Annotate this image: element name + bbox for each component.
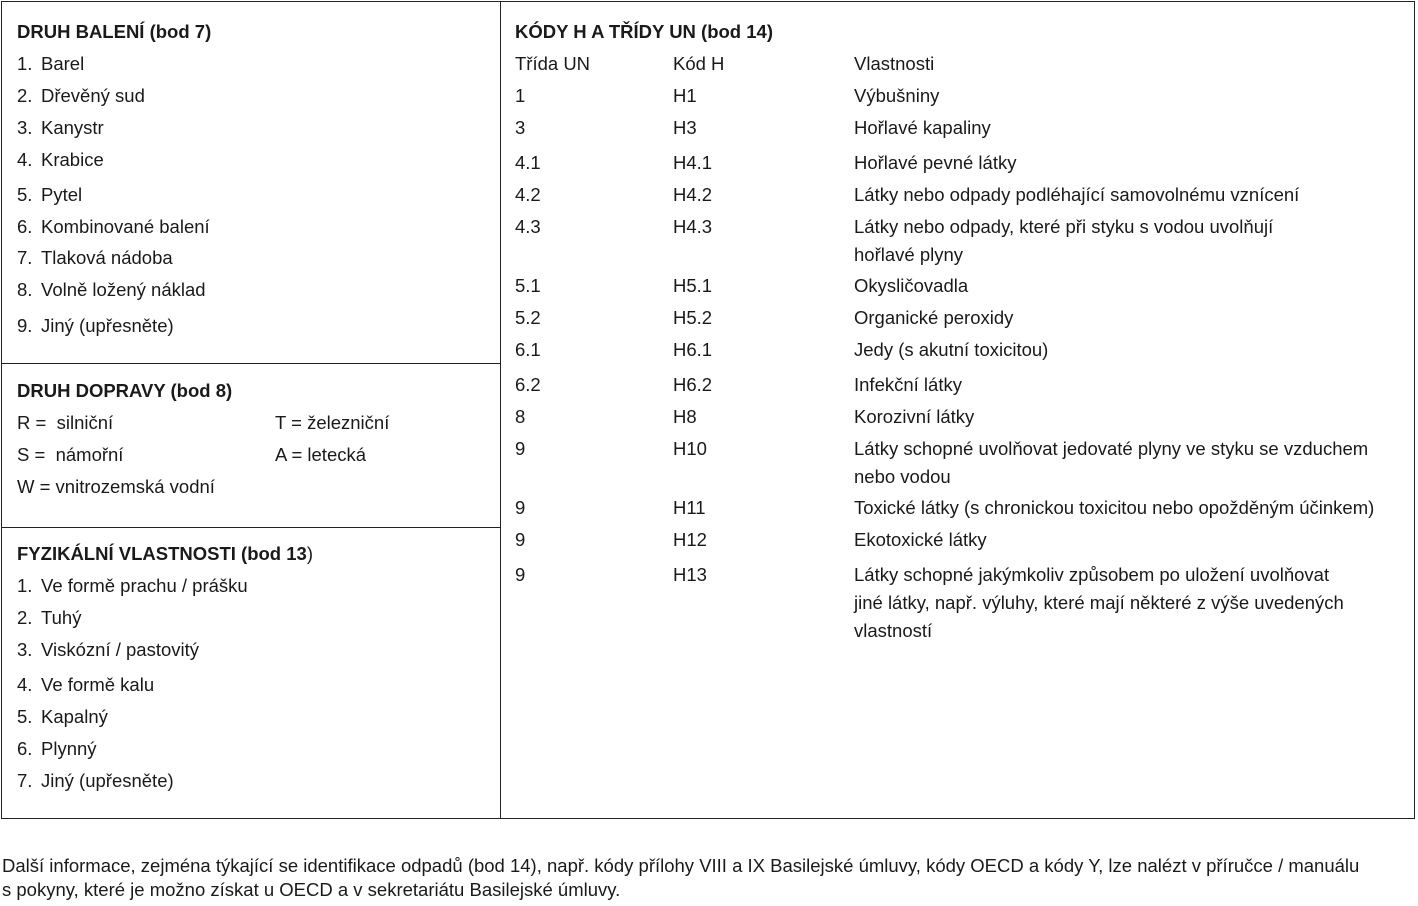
footer-line: Další informace, zejména týkající se identifikace odpadů (bod 14), např. kódy přílohy VIII a IX Basilejské úmluvy, kódy OECD a kódy Y, lze nalézt v příručce / manuálu (2, 855, 1360, 876)
transport-item-a (275, 444, 366, 466)
packaging-item (17, 279, 206, 301)
packaging-item-number: 3. (17, 117, 33, 138)
hcode-row-h-code: H4.3 (673, 216, 713, 237)
physical-heading (17, 543, 313, 565)
physical-item (17, 575, 248, 597)
packaging-item-label: Jiný (upřesněte) (41, 315, 174, 336)
hcode-row-un-class: 4.2 (515, 184, 541, 205)
col-header-un: Třída UN (515, 53, 591, 74)
physical-item-label: Ve formě kalu (41, 674, 155, 695)
transport-code: A = (275, 444, 303, 465)
physical-item (17, 770, 174, 792)
hcode-row-un-class: 4.1 (515, 152, 541, 173)
hcode-row-property (854, 272, 968, 300)
section-divider-transport (2, 363, 500, 364)
hcode-property-line: Látky schopné uvolňovat jedovaté plyny ve styku se vzduchem (854, 438, 1369, 459)
physical-item (17, 674, 154, 696)
physical-item (17, 607, 81, 629)
footer-note (2, 854, 1418, 902)
hcode-property-line: Hořlavé kapaliny (854, 117, 991, 138)
transport-item-r (17, 412, 113, 434)
hcode-property-line: Okysličovadla (854, 275, 969, 296)
transport-label: železniční (307, 412, 390, 433)
hcode-row-property (854, 561, 1344, 645)
hcode-row-un-class: 9 (515, 529, 526, 550)
hcode-row-property (854, 82, 939, 110)
packaging-item-number: 4. (17, 149, 33, 170)
hcode-row-h-code: H5.2 (673, 307, 713, 328)
transport-item-s (17, 444, 123, 466)
transport-code: W = (17, 476, 51, 497)
packaging-item (17, 216, 210, 238)
hcode-row-h-code: H11 (673, 497, 706, 518)
transport-code: T = (275, 412, 302, 433)
packaging-item-label: Volně ložený náklad (41, 279, 206, 300)
hcode-property-line: jiné látky, např. výluhy, které mají některé z výše uvedených (854, 592, 1344, 613)
transport-label: vnitrozemská vodní (55, 476, 215, 497)
hcode-property-line: Toxické látky (s chronickou toxicitou nebo opožděným účinkem) (854, 497, 1375, 518)
hcode-row-h-code: H4.1 (673, 152, 713, 173)
footer-line: s pokyny, které je možno získat u OECD a v sekretariátu Basilejské úmluvy. (2, 879, 621, 900)
packaging-item-number: 5. (17, 184, 33, 205)
hcode-property-line: hořlavé plyny (854, 244, 964, 265)
hcode-row-h-code: H1 (673, 85, 697, 106)
physical-heading-tail: ) (306, 543, 314, 564)
hcode-row-h-code: H5.1 (673, 275, 713, 296)
transport-code: S = (17, 444, 46, 465)
physical-item-number: 6. (17, 738, 33, 759)
packaging-item (17, 184, 82, 206)
hcode-row-un-class: 3 (515, 117, 526, 138)
transport-item-w (17, 476, 215, 498)
physical-item (17, 706, 108, 728)
hcode-row-un-class: 6.1 (515, 339, 541, 360)
packaging-item (17, 53, 84, 75)
packaging-item-number: 1. (17, 53, 33, 74)
hcode-row-property (854, 149, 1016, 177)
hcode-row-un-class: 9 (515, 497, 526, 518)
physical-item-label: Jiný (upřesněte) (41, 770, 174, 791)
physical-item-number: 5. (17, 706, 33, 727)
hcode-row-un-class: 9 (515, 564, 526, 585)
hcode-row-property (854, 213, 1273, 269)
packaging-item (17, 117, 104, 139)
packaging-item-number: 7. (17, 247, 33, 268)
hcode-property-line: Látky nebo odpady podléhající samovolnému vznícení (854, 184, 1300, 205)
hcode-row-un-class: 8 (515, 406, 526, 427)
packaging-item-label: Tlaková nádoba (41, 247, 173, 268)
packaging-item (17, 315, 174, 337)
hcode-row-h-code: H10 (673, 438, 707, 459)
transport-item-t (275, 412, 389, 434)
physical-item-number: 1. (17, 575, 33, 596)
packaging-item (17, 247, 173, 269)
hcode-row-un-class: 5.2 (515, 307, 541, 328)
hcode-row-property (854, 403, 974, 431)
transport-label: letecká (307, 444, 367, 465)
hcode-property-line: Výbušniny (854, 85, 940, 106)
hcode-property-line: Hořlavé pevné látky (854, 152, 1017, 173)
physical-heading-bold: FYZIKÁLNÍ VLASTNOSTI (bod 13 (17, 543, 307, 564)
physical-item-number: 3. (17, 639, 33, 660)
hcode-property-line: Látky schopné jakýmkoliv způsobem po uložení uvolňovat (854, 564, 1330, 585)
hcode-property-line: Korozivní látky (854, 406, 975, 427)
hcode-property-line: Organické peroxidy (854, 307, 1014, 328)
hcode-row-h-code: H8 (673, 406, 697, 427)
packaging-item-label: Krabice (41, 149, 104, 170)
physical-item-label: Kapalný (41, 706, 108, 727)
physical-item-number: 7. (17, 770, 33, 791)
column-divider (500, 2, 501, 818)
hcode-row-un-class: 6.2 (515, 374, 541, 395)
hcode-row-property (854, 526, 987, 554)
packaging-item-label: Pytel (41, 184, 83, 205)
physical-item (17, 738, 97, 760)
hcodes-heading: KÓDY H A TŘÍDY UN (bod 14) (515, 21, 773, 42)
packaging-item-number: 2. (17, 85, 33, 106)
physical-item (17, 639, 199, 661)
hcode-row-property (854, 181, 1299, 209)
hcode-row-h-code: H6.2 (673, 374, 713, 395)
hcode-row-h-code: H13 (673, 564, 707, 585)
hcode-property-line: Jedy (s akutní toxicitou) (854, 339, 1049, 360)
physical-item-label: Viskózní / pastovitý (41, 639, 200, 660)
hcode-row-un-class: 5.1 (515, 275, 541, 296)
physical-item-label: Plynný (41, 738, 97, 759)
transport-label: námořní (55, 444, 124, 465)
physical-item-label: Ve formě prachu / prášku (41, 575, 248, 596)
hcode-row-h-code: H12 (673, 529, 707, 550)
packaging-item-number: 6. (17, 216, 33, 237)
physical-item-label: Tuhý (41, 607, 82, 628)
col-header-h: Kód H (673, 53, 725, 74)
hcode-property-line: Ekotoxické látky (854, 529, 987, 550)
packaging-item-number: 8. (17, 279, 33, 300)
hcode-property-line: Infekční látky (854, 374, 962, 395)
hcode-row-h-code: H3 (673, 117, 697, 138)
transport-heading: DRUH DOPRAVY (bod 8) (17, 380, 233, 401)
hcode-row-property (854, 494, 1374, 522)
hcode-row-h-code: H6.1 (673, 339, 713, 360)
physical-item-number: 2. (17, 607, 33, 628)
hcode-row-property (854, 435, 1368, 491)
hcode-row-property (854, 371, 962, 399)
hcode-property-line: nebo vodou (854, 466, 951, 487)
transport-label: silniční (56, 412, 114, 433)
col-header-prop: Vlastnosti (854, 53, 935, 74)
hcode-row-property (854, 304, 1013, 332)
packaging-item-label: Kombinované balení (41, 216, 210, 237)
hcode-row-property (854, 336, 1048, 364)
packaging-item-number: 9. (17, 315, 33, 336)
hcode-row-h-code: H4.2 (673, 184, 713, 205)
packaging-item-label: Kanystr (41, 117, 104, 138)
section-divider-physical (2, 527, 500, 528)
packaging-item-label: Barel (41, 53, 85, 74)
transport-code: R = (17, 412, 47, 433)
hcode-row-un-class: 4.3 (515, 216, 541, 237)
hcode-property-line: vlastností (854, 620, 933, 641)
codes-table-frame (1, 1, 1415, 819)
packaging-heading: DRUH BALENÍ (bod 7) (17, 21, 212, 42)
packaging-item (17, 85, 145, 107)
hcode-row-un-class: 1 (515, 85, 526, 106)
hcode-property-line: Látky nebo odpady, které při styku s vodou uvolňují (854, 216, 1274, 237)
hcode-row-un-class: 9 (515, 438, 526, 459)
physical-item-number: 4. (17, 674, 33, 695)
packaging-item-label: Dřevěný sud (41, 85, 145, 106)
packaging-item (17, 149, 104, 171)
hcode-row-property (854, 114, 991, 142)
